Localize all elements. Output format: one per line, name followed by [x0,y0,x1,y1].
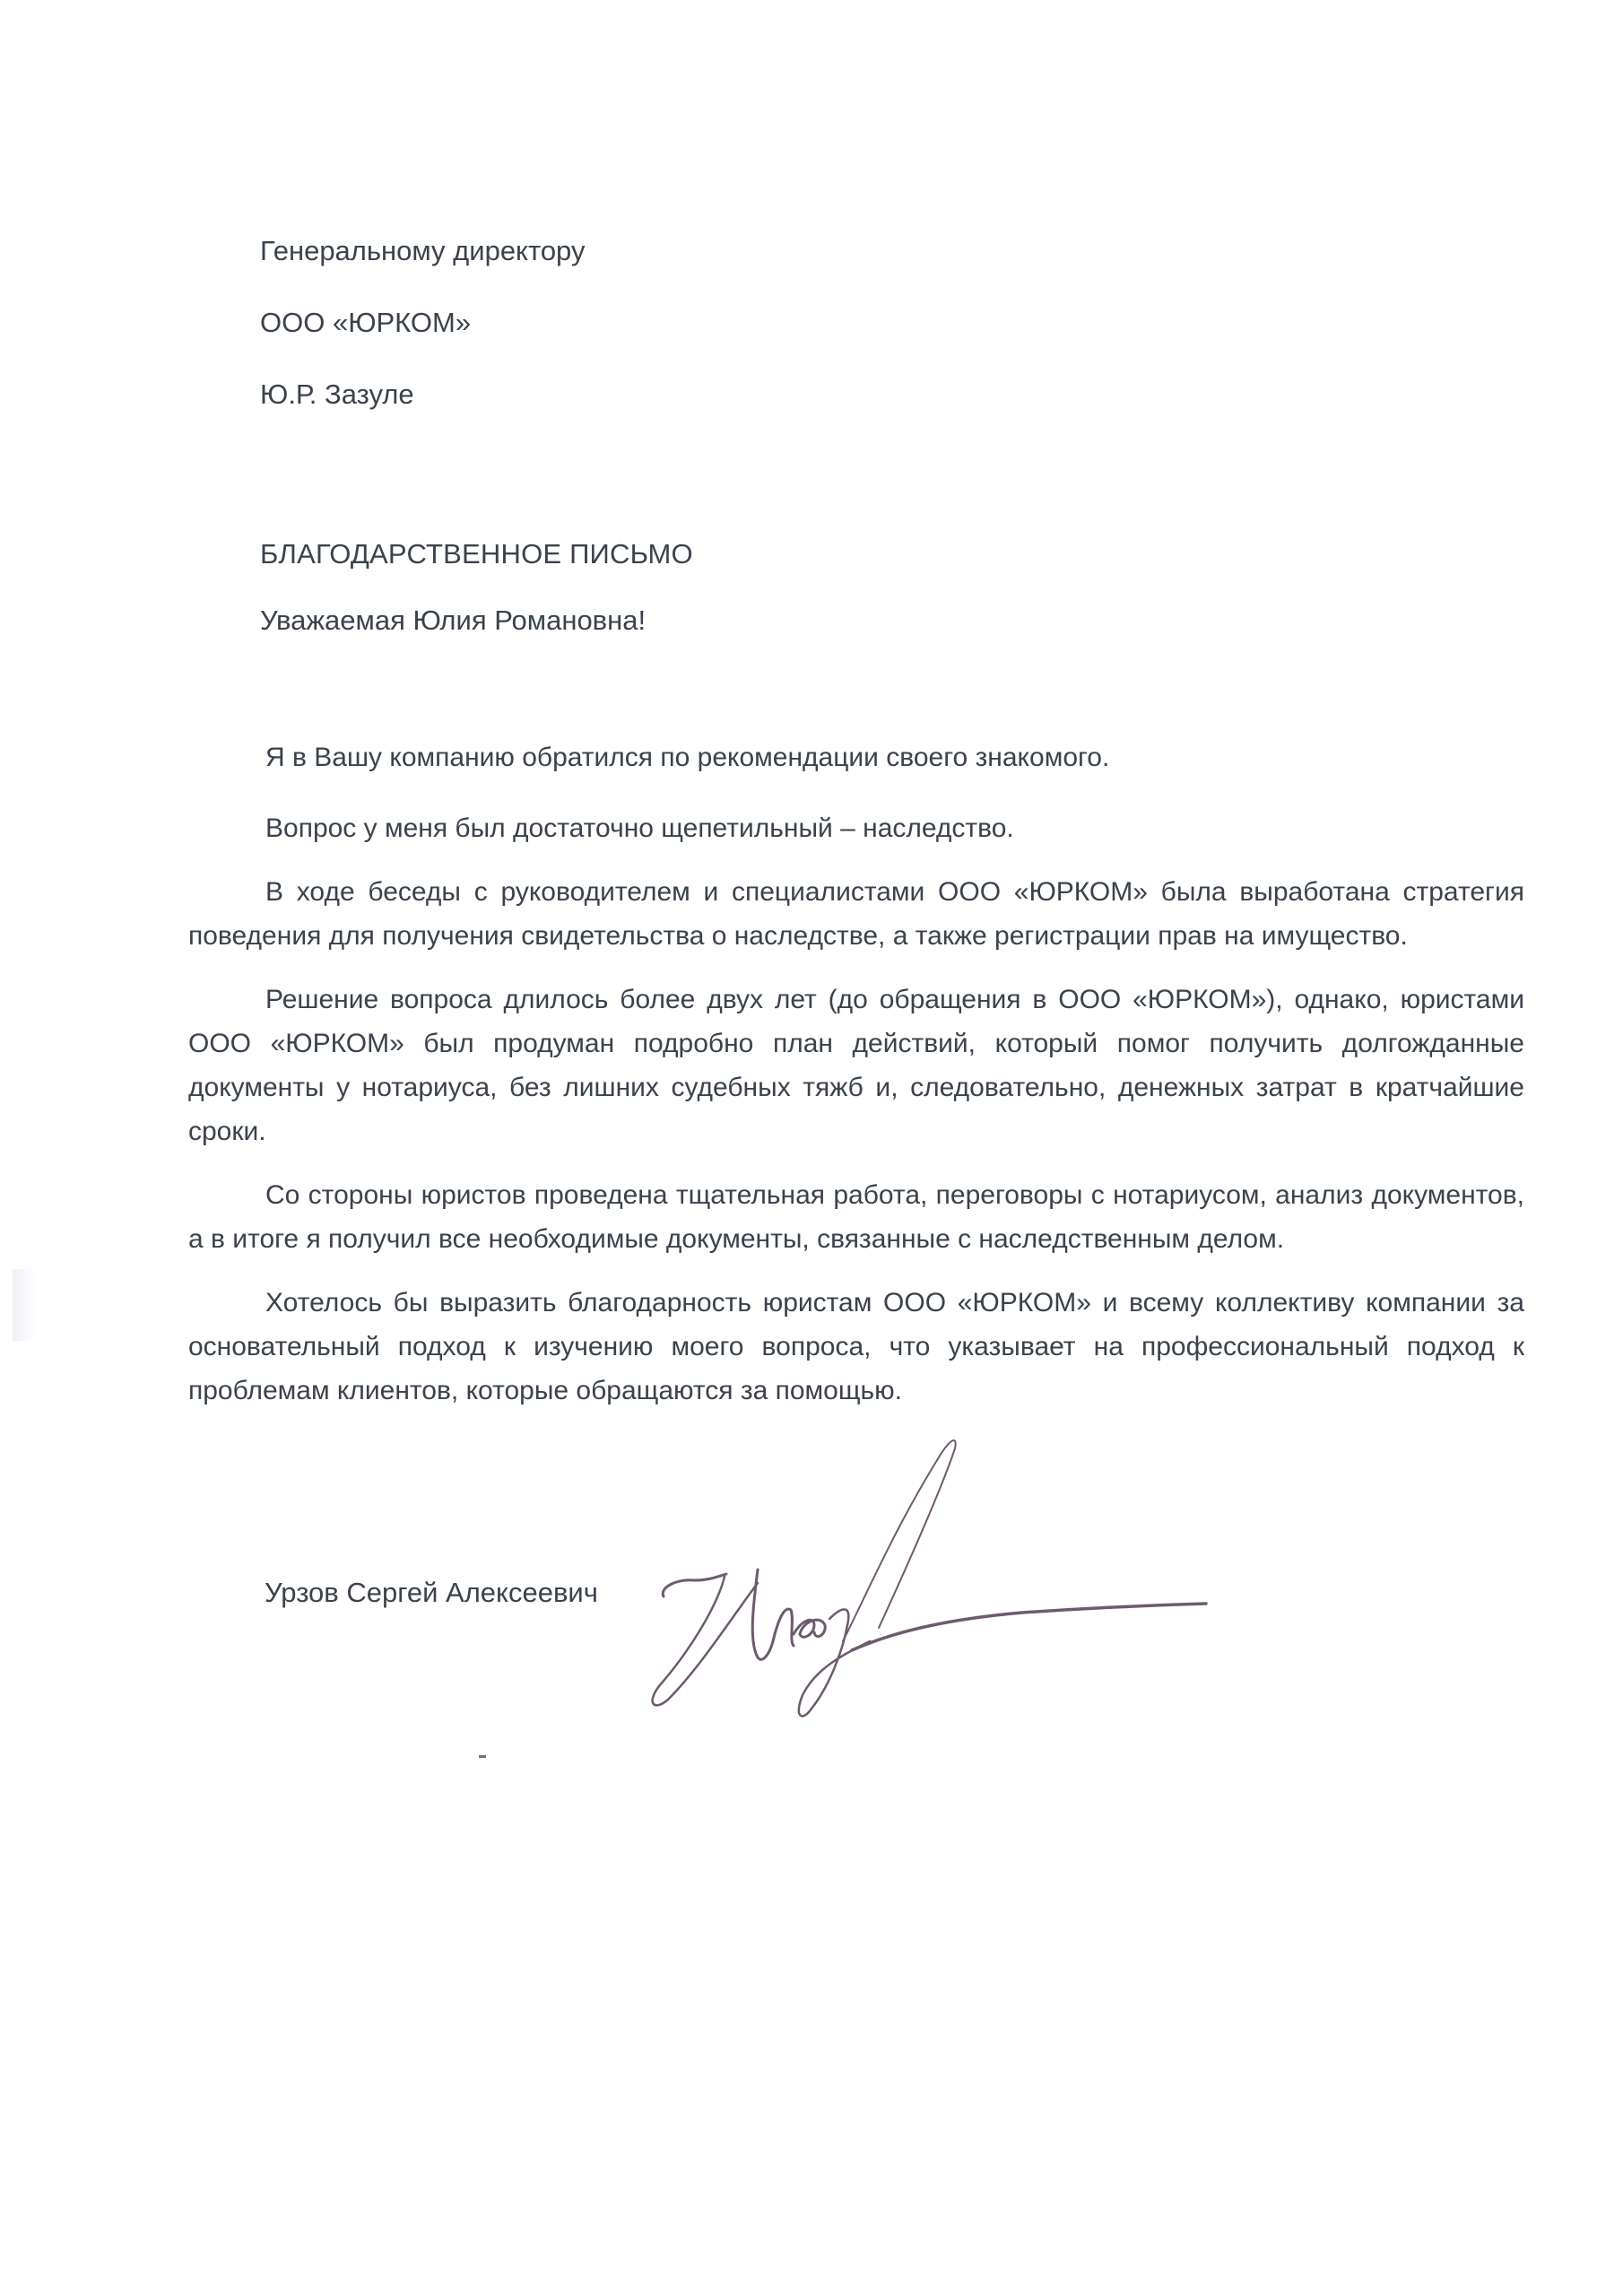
paragraph-5: Со стороны юристов проведена тщательная работа, переговоры с нотариусом, анализ документов, а в итоге я получил все необходимые документы, связанные с наследственным делом. [188,1180,1524,1254]
addressee-position: Генеральному директору [260,235,586,266]
paragraph-1: Я в Вашу компанию обратился по рекомендации своего знакомого. [265,743,1110,772]
signatory-name: Урзов Сергей Алексеевич [265,1577,598,1608]
paragraph-4: Решение вопроса длилось более двух лет (до обращения в ООО «ЮРКОМ»), однако, юристами ООО «ЮРКОМ» был продуман подробно план действий, который помог получить долгожданные документы у нотариуса, без лишних судебных тяжб и, следовательно, денежных затрат в кратчайшие сроки. [188,985,1524,1146]
scan-dot [479,1755,486,1758]
addressee-name: Ю.Р. Зазуле [260,378,414,410]
letter-body [188,735,1524,1432]
paragraph-6: Хотелось бы выразить благодарность юристам ООО «ЮРКОМ» и всему коллективу компании за основательный подход к изучению моего вопроса, что указывает на профессиональный подход к проблемам клиентов, которые обращаются за помощью. [188,1288,1524,1405]
addressee-company: ООО «ЮРКОМ» [260,307,472,338]
salutation: Уважаемая Юлия Романовна! [260,604,647,636]
signature-icon [574,1426,1219,1740]
scan-artifact [13,1269,36,1341]
letter-title: БЛАГОДАРСТВЕННОЕ ПИСЬМО [260,538,693,570]
addressee-block [260,215,585,430]
paragraph-2: Вопрос у меня был достаточно щепетильный – наследство. [265,813,1014,843]
paragraph-3: В ходе беседы с руководителем и специалистами ООО «ЮРКОМ» была выработана стратегия поведения для получения свидетельства о наследстве, а также регистрации прав на имущество. [188,877,1524,951]
